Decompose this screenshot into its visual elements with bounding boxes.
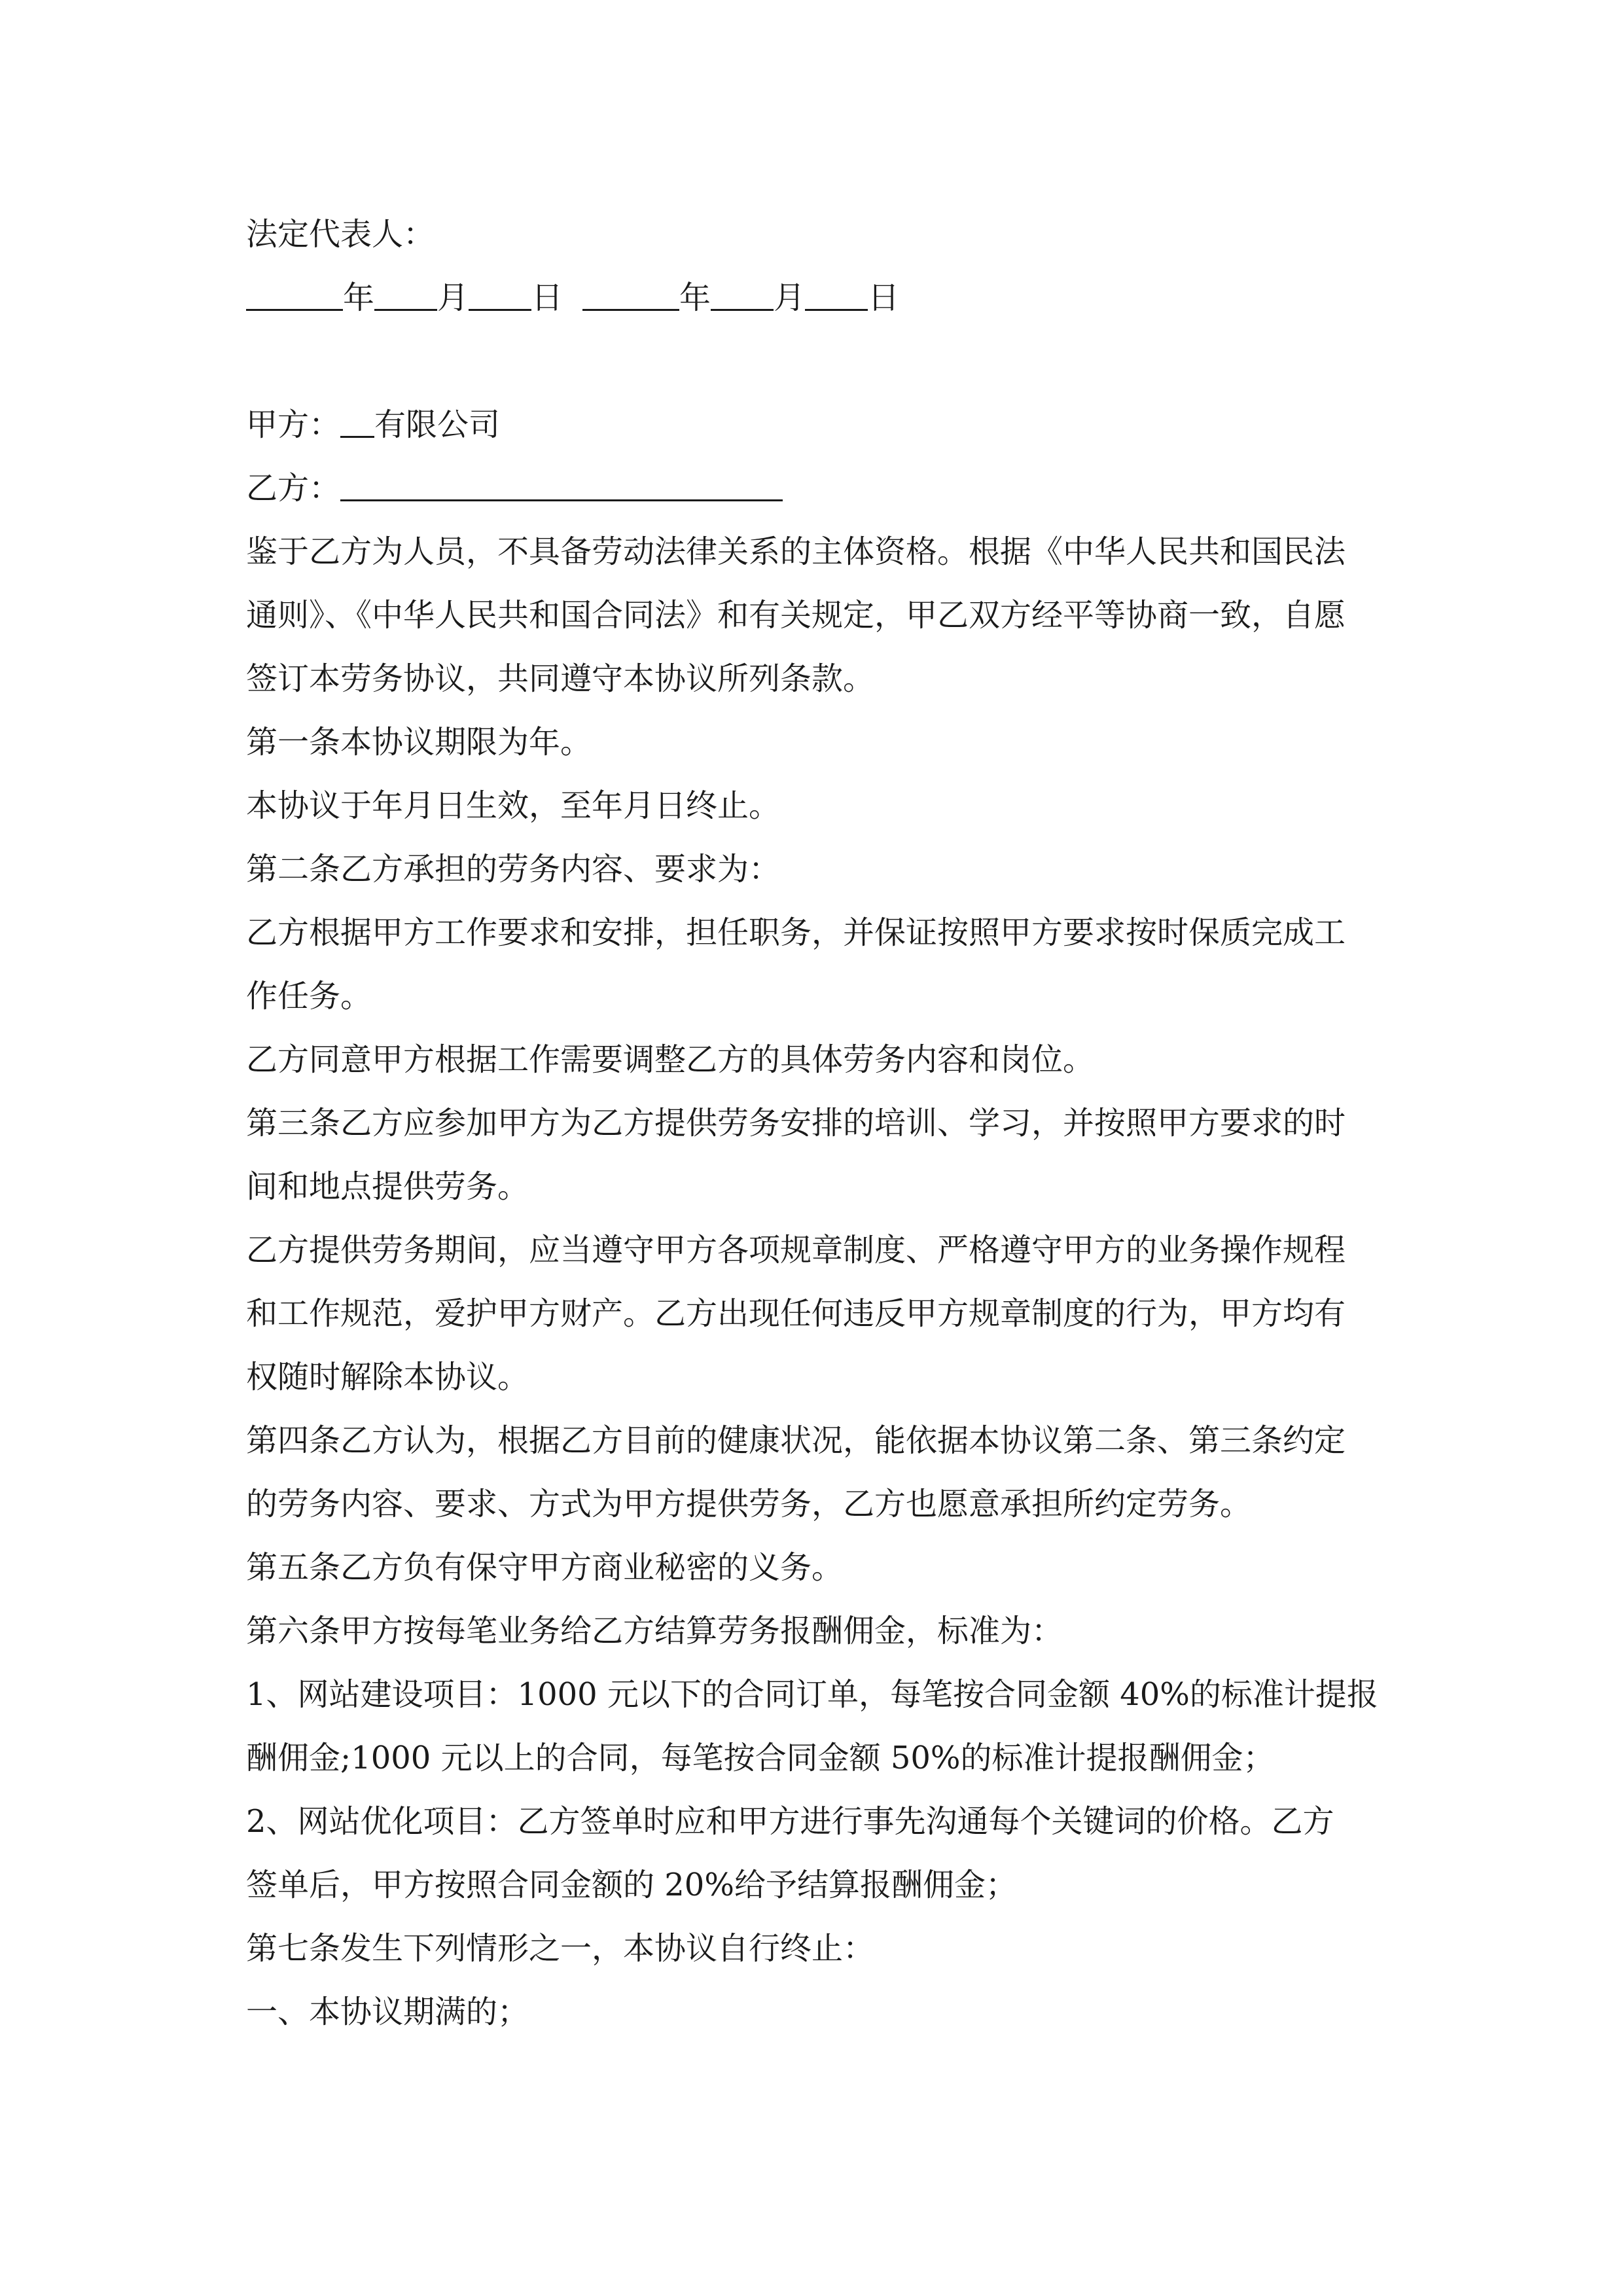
text-line: 第七条发生下列情形之一，本协议自行终止： <box>246 1930 875 1967</box>
blank-month-b <box>711 280 774 311</box>
text-line: 第三条乙方应参加甲方为乙方提供劳务安排的培训、学习，并按照甲方要求的时 <box>246 1105 1346 1141</box>
day-label-a: 日 <box>531 279 563 316</box>
party-a-line <box>246 393 1385 457</box>
blank-year-a <box>246 280 343 311</box>
party-b-blank <box>340 471 783 501</box>
text-line: 一、本协议期满的； <box>246 1994 529 2030</box>
text-line: 鉴于乙方为人员，不具备劳动法律关系的主体资格。根据《中华人民共和国民法 <box>246 533 1346 570</box>
text-line: 第二条乙方承担的劳务内容、要求为： <box>246 851 781 888</box>
text-line: 乙方同意甲方根据工作需要调整乙方的具体劳务内容和岗位。 <box>246 1041 1095 1078</box>
text-line: 通则》、《中华人民共和国合同法》和有关规定，甲乙双方经平等协商一致，自愿 <box>246 597 1346 634</box>
month-label-b: 月 <box>774 279 806 316</box>
month-label-a: 月 <box>437 279 469 316</box>
blank-day-b <box>805 280 868 311</box>
text-line: 间和地点提供劳务。 <box>246 1168 529 1205</box>
party-a-label: 甲方： <box>246 406 341 443</box>
blank-year-b <box>582 280 679 311</box>
day-label-b: 日 <box>868 279 900 316</box>
party-a-name: 有限公司 <box>374 406 501 443</box>
text-line: 第四条乙方认为，根据乙方目前的健康状况，能依据本协议第二条、第三条约定 <box>246 1422 1346 1459</box>
signature-date-row <box>246 266 1385 330</box>
text-line: 乙方提供劳务期间，应当遵守甲方各项规章制度、严格遵守甲方的业务操作规程 <box>246 1232 1346 1268</box>
party-b-line <box>246 457 1385 520</box>
text-line: 酬佣金;1000 元以上的合同，每笔按合同金额 50%的标准计提报酬佣金； <box>246 1740 1275 1776</box>
text-line: 本协议于年月日生效，至年月日终止。 <box>246 787 781 824</box>
text-line: 第六条甲方按每笔业务给乙方结算劳务报酬佣金，标准为： <box>246 1613 1063 1649</box>
text-line: 权随时解除本协议。 <box>246 1359 529 1395</box>
blank-month-a <box>374 280 437 311</box>
text-line: 和工作规范，爱护甲方财产。乙方出现任何违反甲方规章制度的行为，甲方均有 <box>246 1295 1346 1332</box>
text-line: 2、网站优化项目：乙方签单时应和甲方进行事先沟通每个关键词的价格。乙方 <box>246 1803 1334 1840</box>
text-line: 第一条本协议期限为年。 <box>246 724 592 761</box>
blank-day-a <box>469 280 531 311</box>
text-line: 签订本劳务协议，共同遵守本协议所列条款。 <box>246 660 875 697</box>
text-line: 1、网站建设项目：1000 元以下的合同订单，每笔按合同金额 40%的标准计提报 <box>246 1676 1378 1713</box>
text-line: 作任务。 <box>246 978 372 1014</box>
party-a-blank <box>340 407 374 438</box>
text-line: 签单后，甲方按照合同金额的 20%给予结算报酬佣金； <box>246 1867 1017 1903</box>
year-label-a: 年 <box>343 279 375 316</box>
text-line: 第五条乙方负有保守甲方商业秘密的义务。 <box>246 1549 844 1586</box>
legal-representative-line: 法定代表人： <box>246 216 435 253</box>
year-label-b: 年 <box>679 279 711 316</box>
party-b-label: 乙方： <box>246 470 341 507</box>
document-body <box>246 203 1385 2044</box>
text-line: 的劳务内容、要求、方式为甲方提供劳务，乙方也愿意承担所约定劳务。 <box>246 1486 1252 1522</box>
text-line: 乙方根据甲方工作要求和安排，担任职务，并保证按照甲方要求按时保质完成工 <box>246 914 1346 951</box>
